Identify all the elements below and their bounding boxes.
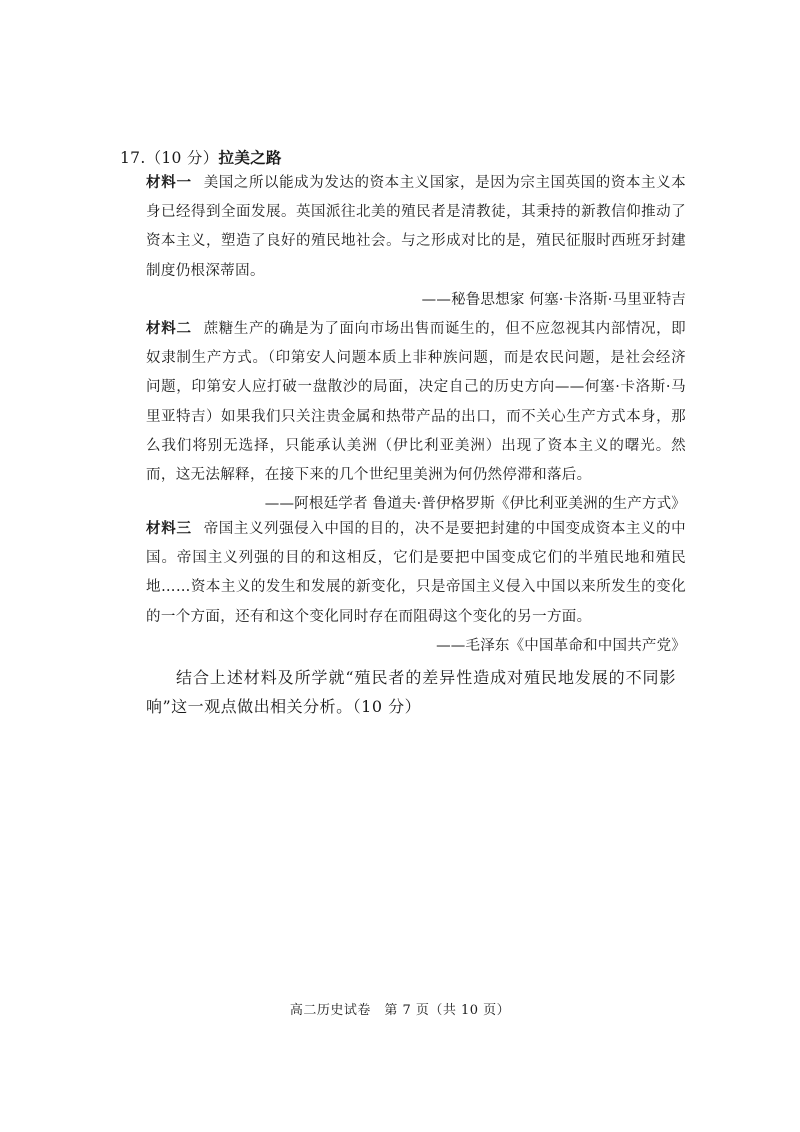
question-number: 17.	[120, 149, 146, 167]
material-2-source: ——阿根廷学者 鲁道夫·普伊格罗斯《伊比利亚美洲的生产方式》	[264, 496, 686, 513]
material-2	[146, 314, 686, 519]
material-2-label: 材料二	[146, 320, 192, 337]
material-2-text: 蔗糖生产的确是为了面向市场出售而诞生的，但不应忽视其内部情况，即奴隶制生产方式。（印第安人问题本质上非种族问题，而是农民问题，是社会经济问题，印第安人应打破一盘散沙的局面，决定自己的历史方向——何塞·卡洛斯·马里亚特吉）如果我们只关注贵金属和热带产品的出口，而不关心生产方式本身，那么我们将别无选择，只能承认美洲（伊比利亚美洲）出现了资本主义的曙光。然而，这无法解释，在接下来的几个世纪里美洲为何仍然停滞和落后。	[146, 321, 687, 484]
material-1-source: ——秘鲁思想家 何塞·卡洛斯·马里亚特吉	[421, 291, 686, 308]
material-1-paragraph	[146, 168, 686, 286]
question-heading	[120, 146, 282, 168]
page-footer: 高二历史试卷 第 7 页（共 10 页）	[289, 1003, 511, 1018]
question-prompt: 结合上述材料及所学就“殖民者的差异性造成对殖民地发展的不同影响”这一观点做出相关分析。（10 分）	[146, 668, 676, 716]
material-1	[146, 168, 686, 315]
material-1-label: 材料一	[146, 174, 192, 191]
material-2-paragraph	[146, 314, 686, 490]
material-3	[146, 514, 686, 661]
material-3-source: ——毛泽东《中国革命和中国共产党》	[436, 637, 686, 654]
material-1-text: 美国之所以能成为发达的资本主义国家，是因为宗主国英国的资本主义本身已经得到全面发展。英国派往北美的殖民者是清教徒，其秉持的新教信仰推动了资本主义，塑造了良好的殖民地社会。与之形成对比的是，殖民征服时西班牙封建制度仍根深蒂固。	[146, 175, 687, 279]
question-title: 拉美之路	[218, 148, 282, 167]
material-3-paragraph	[146, 514, 686, 632]
material-3-label: 材料三	[146, 520, 192, 537]
question-points: （10 分）	[145, 149, 219, 167]
material-3-text: 帝国主义列强侵入中国的目的，决不是要把封建的中国变成资本主义的中国。帝国主义列强的目的和这相反，它们是要把中国变成它们的半殖民地和殖民地……资本主义的发生和发展的新变化，只是帝国主义侵入中国以来所发生的变化的一个方面，还有和这个变化同时存在而阻碍这个变化的另一方面。	[146, 521, 687, 625]
